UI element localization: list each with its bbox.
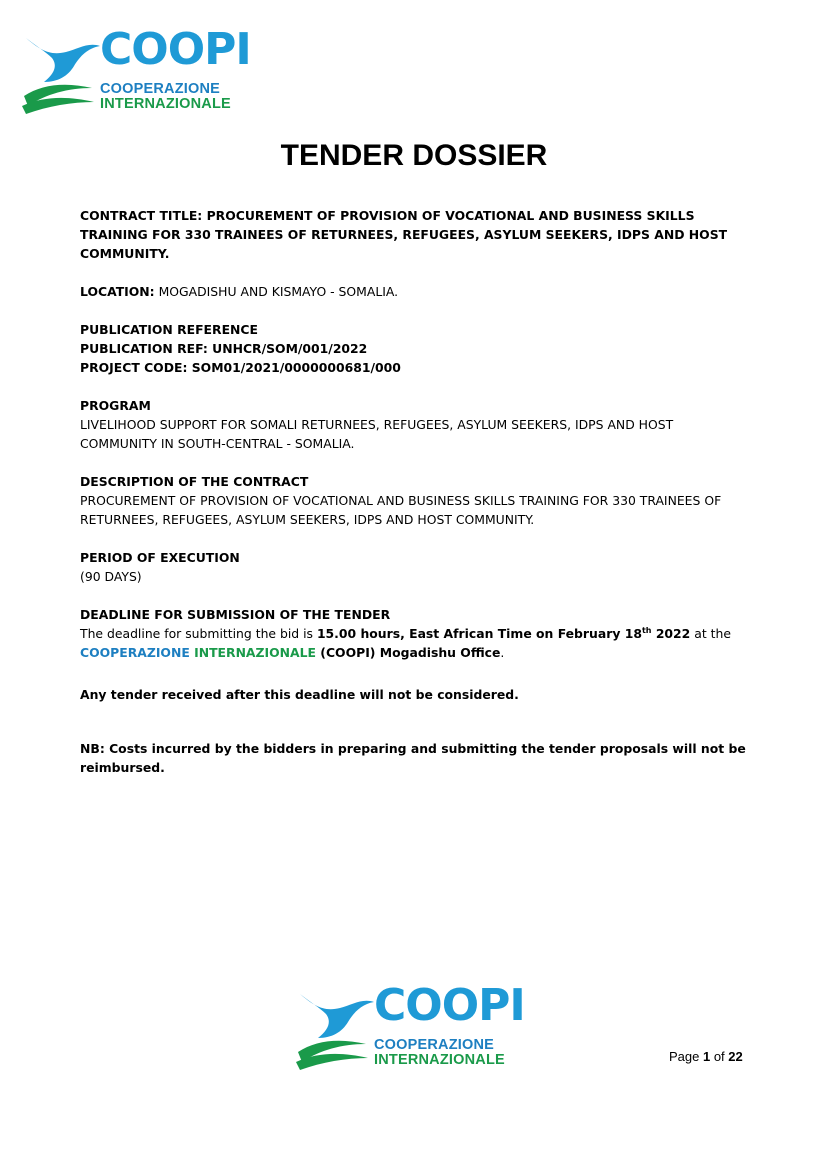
page-label: Page [669,1049,703,1064]
program-heading: PROGRAM [80,398,151,413]
publication-heading: PUBLICATION REFERENCE [80,322,258,337]
period-text: (90 DAYS) [80,569,142,584]
location-value: MOGADISHU AND KISMAYO - SOMALIA. [154,284,399,299]
coopi-bird-icon [296,986,386,1071]
description-text: PROCUREMENT OF PROVISION OF VOCATIONAL AND BUSINESS SKILLS TRAINING FOR 330 TRAINEES OF RETURNEES, REFUGEES, ASYLUM SEEKERS, IDPS AND HOST COMMUNITY. [80,493,722,527]
deadline-office: (COOPI) Mogadishu Office [315,645,501,660]
coopi-logo-footer [296,980,525,1071]
logo-line-2: INTERNAZIONALE [374,1052,505,1068]
deadline-intro: The deadline for submitting the bid is [80,626,317,641]
description-heading: DESCRIPTION OF THE CONTRACT [80,474,309,489]
deadline-at: at the [690,626,731,641]
contract-title: CONTRACT TITLE: PROCUREMENT OF PROVISION OF VOCATIONAL AND BUSINESS SKILLS TRAINING FOR 330 TRAINEES OF RETURNEES, REFUGEES, ASYLUM SEEKERS, IDPS AND HOST COMMUNITY. [80,208,728,261]
project-code: PROJECT CODE: SOM01/2021/0000000681/000 [80,360,401,375]
logo-brand-text: COOPI [100,24,251,75]
deadline-text [80,624,750,662]
deadline-year: 2022 [651,626,691,641]
logo-brand-text: COOPI [374,980,525,1031]
page-current: 1 [702,1049,711,1064]
deadline-sup: th [641,625,652,635]
page-total: 22 [728,1049,743,1064]
publication-ref: PUBLICATION REF: UNHCR/SOM/001/2022 [80,341,368,356]
of-label: of [710,1049,729,1064]
nb-costs-notice: NB: Costs incurred by the bidders in preparing and submitting the tender proposals will not be reimbursed. [80,741,746,775]
late-tender-notice: Any tender received after this deadline will not be considered. [80,687,519,702]
document-body [80,206,750,777]
location-line [80,282,750,301]
logo-line-1: COOPERAZIONE [374,1037,495,1053]
org-name-blue: COOPERAZIONE [80,645,190,660]
logo-line-1: COOPERAZIONE [100,81,221,97]
logo-line-2: INTERNAZIONALE [100,96,231,112]
deadline-time: 15.00 hours, East African Time on February 18 [316,626,642,641]
period-heading: PERIOD OF EXECUTION [80,550,240,565]
coopi-logo-header [22,24,251,115]
deadline-heading: DEADLINE FOR SUBMISSION OF THE TENDER [80,607,391,622]
page-number [669,1049,743,1064]
document-title: TENDER DOSSIER [280,139,548,172]
coopi-bird-icon [22,30,112,115]
deadline-end: . [500,645,505,660]
org-name-green: INTERNAZIONALE [189,645,316,660]
program-text: LIVELIHOOD SUPPORT FOR SOMALI RETURNEES, REFUGEES, ASYLUM SEEKERS, IDPS AND HOST COMMUNITY IN SOUTH-CENTRAL - SOMALIA. [80,417,674,451]
location-label: LOCATION: [80,284,155,299]
